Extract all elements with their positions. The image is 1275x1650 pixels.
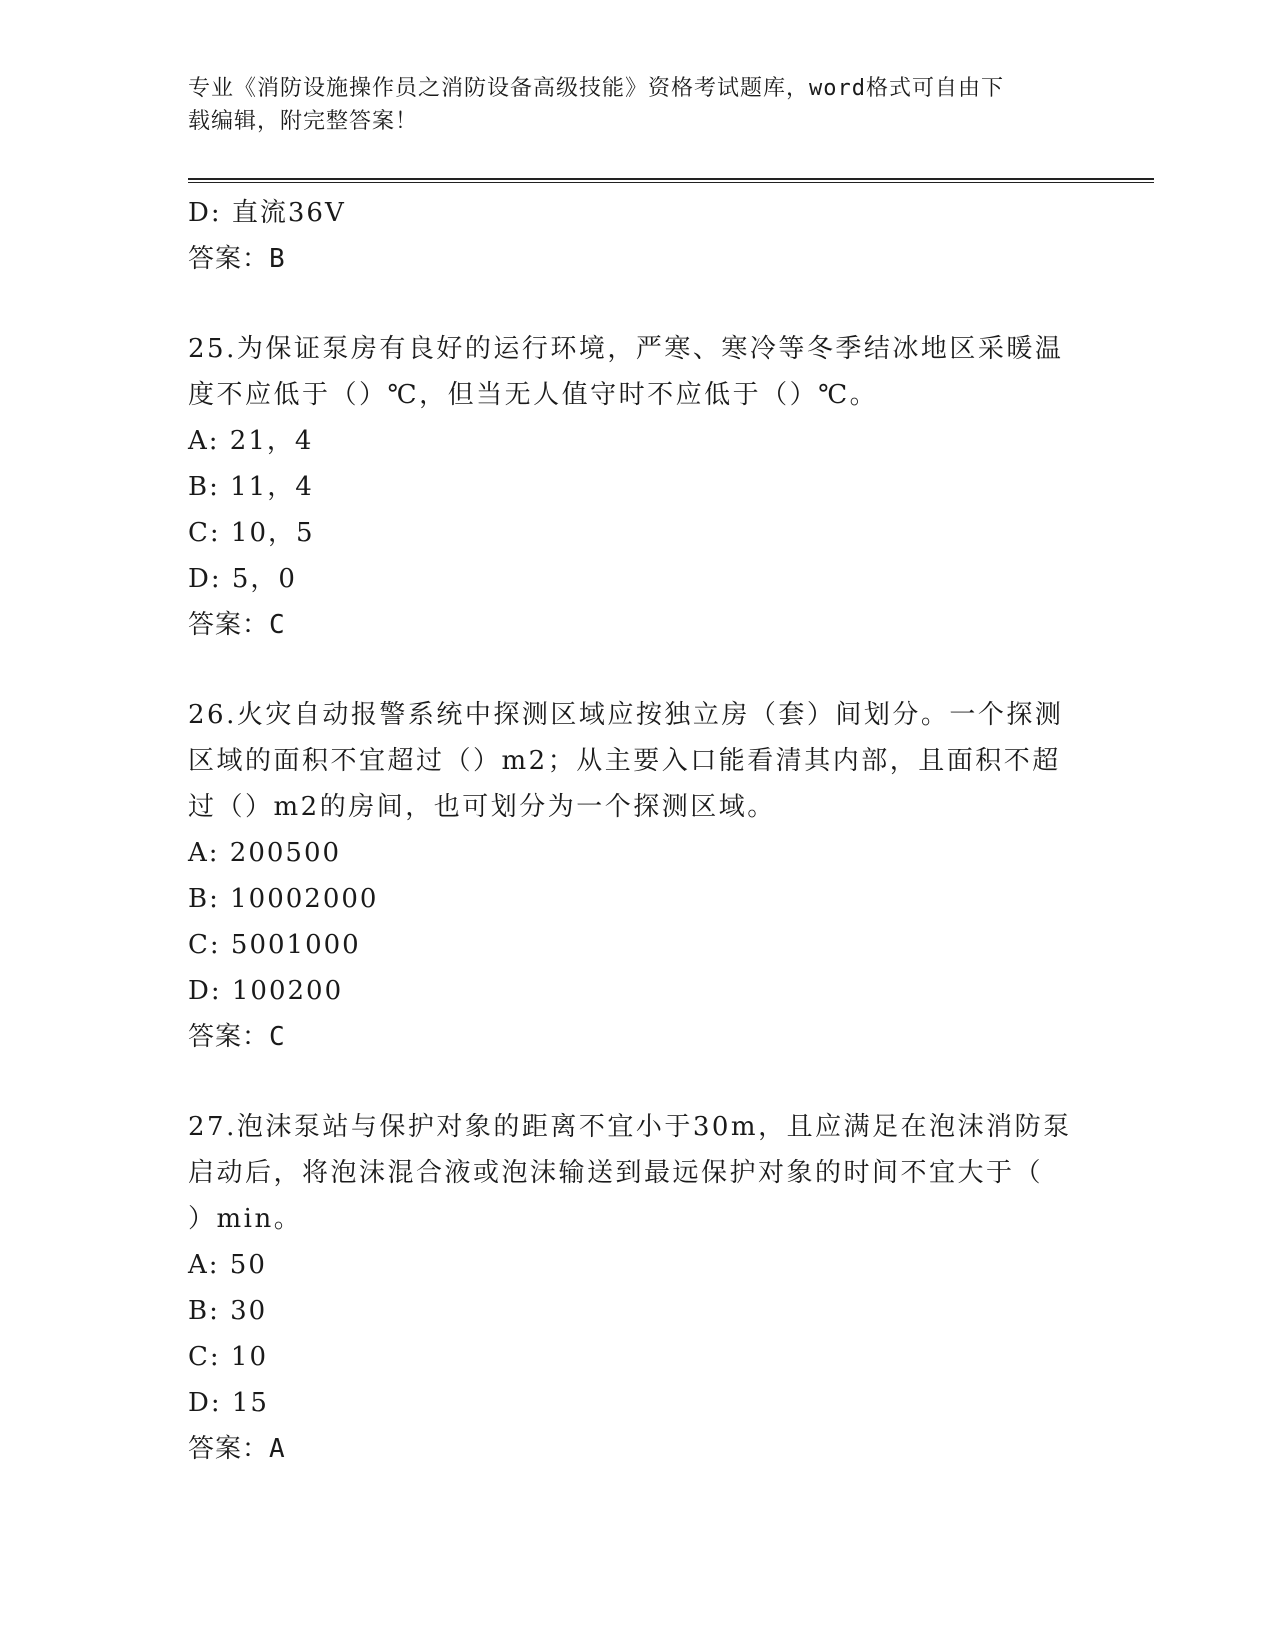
option-c: C: 10 (188, 1342, 269, 1372)
option-c: C: 10，5 (188, 518, 315, 548)
question-stem-line: 过（）m2的房间，也可划分为一个探测区域。 (188, 792, 776, 822)
question-stem-line: 27.泡沫泵站与保护对象的距离不宜小于30m，且应满足在泡沫消防泵 (188, 1112, 1072, 1142)
question-stem-line: 启动后，将泡沫混合液或泡沫输送到最远保护对象的时间不宜大于（ (188, 1158, 1044, 1188)
option-c: C: 5001000 (188, 930, 361, 960)
answer: 答案：C (188, 610, 286, 640)
option-d: D: 5，0 (188, 564, 297, 594)
option-b: B: 10002000 (188, 884, 379, 914)
option-b: B: 11，4 (188, 472, 314, 502)
question-26 (188, 692, 1088, 1060)
answer: 答案：C (188, 1022, 286, 1052)
spacer (188, 1060, 1088, 1104)
question-stem-line: ）min。 (188, 1204, 303, 1234)
question-27 (188, 1104, 1088, 1472)
question-content (188, 190, 1088, 1472)
previous-answer: 答案：B (188, 244, 286, 274)
document-header (188, 72, 1068, 138)
option-a: A: 50 (188, 1250, 267, 1280)
question-stem-line: 25.为保证泵房有良好的运行环境，严寒、寒冷等冬季结冰地区采暖温 (188, 334, 1064, 364)
option-d: D: 15 (188, 1388, 269, 1418)
question-stem-line: 26.火灾自动报警系统中探测区域应按独立房（套）间划分。一个探测 (188, 700, 1064, 730)
header-line-2: 载编辑，附完整答案！ (188, 109, 419, 134)
option-d: D: 100200 (188, 976, 344, 1006)
spacer (188, 648, 1088, 692)
previous-option-d: D: 直流36V (188, 198, 346, 228)
spacer (188, 282, 1088, 326)
header-divider (188, 178, 1154, 183)
option-a: A: 200500 (188, 838, 342, 868)
option-b: B: 30 (188, 1296, 268, 1326)
question-stem-line: 区域的面积不宜超过（）m2；从主要入口能看清其内部，且面积不超 (188, 746, 1061, 776)
header-line-1: 专业《消防设施操作员之消防设备高级技能》资格考试题库，word格式可自由下 (188, 76, 1004, 101)
answer: 答案：A (188, 1434, 286, 1464)
question-25 (188, 326, 1088, 648)
option-a: A: 21，4 (188, 426, 314, 456)
question-stem-line: 度不应低于（）℃，但当无人值守时不应低于（）℃。 (188, 380, 879, 410)
